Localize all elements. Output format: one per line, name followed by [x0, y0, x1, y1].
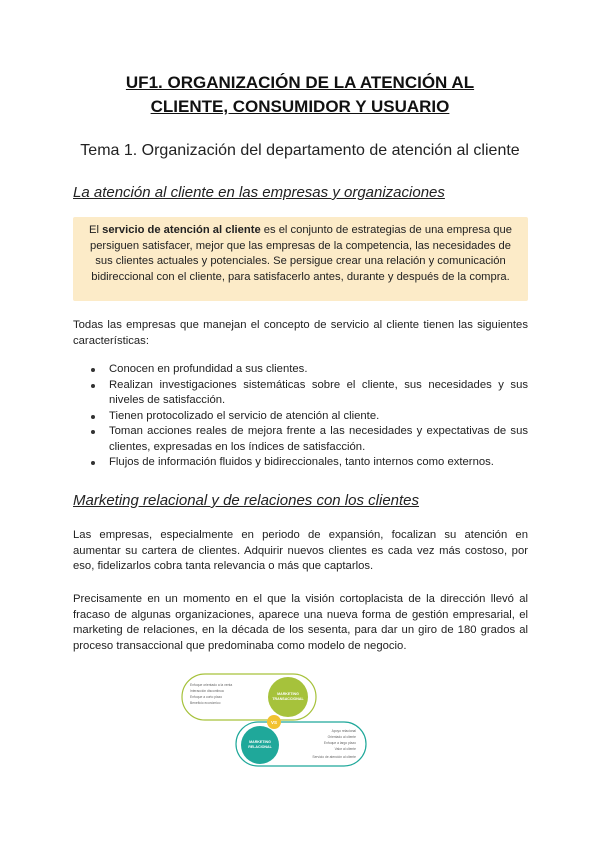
- bottom-circle-label-1: MARKETING: [249, 740, 271, 744]
- top-circle-label-2: TRANSACCIONAL: [272, 697, 304, 701]
- title-line-1: UF1. ORGANIZACIÓN DE LA ATENCIÓN AL: [125, 73, 475, 92]
- list-item: Toman acciones reales de mejora frente a las necesidades y expectativas de sus clientes, expresadas en los índices de satisfacción.: [73, 424, 528, 455]
- top-circle-label-1: MARKETING: [277, 692, 299, 696]
- marketing-comparison-diagram: [180, 672, 370, 772]
- document-title: [60, 71, 540, 119]
- list-item: Tienen protocolizado el servicio de atención al cliente.: [73, 409, 528, 425]
- definition-callout: [73, 217, 528, 301]
- top-item: Enfoque orientado a la venta: [190, 683, 233, 687]
- paragraph-history: Precisamente en un momento en el que la visión cortoplacista de la dirección llevó al fracaso de algunas organizaciones, aparece una nueva forma de gestión empresarial, el marketing de relaciones, en la década de los sesenta, para dar un giro de 180 grados al proceso transaccional que predominaba como modelo de negocio.: [73, 593, 528, 652]
- vs-label: VS: [270, 719, 278, 725]
- title-line-2: CLIENTE, CONSUMIDOR Y USUARIO: [150, 97, 450, 116]
- bottom-item: Orientado al cliente: [327, 735, 356, 739]
- top-item: Interacción discontinua: [190, 689, 224, 693]
- list-item: Flujos de información fluidos y bidireccionales, tanto internos como externos.: [73, 455, 528, 471]
- top-item: Enfoque a corto plazo: [190, 695, 223, 699]
- section-heading-relationship-marketing: Marketing relacional y de relaciones con los clientes: [73, 492, 420, 509]
- section-heading-customer-care: La atención al cliente en las empresas y organizaciones: [73, 184, 445, 201]
- bottom-circle-label-2: RELACIONAL: [248, 745, 272, 749]
- callout-bold-term: servicio de atención al cliente: [102, 224, 261, 236]
- top-item: Beneficio económico: [190, 701, 221, 705]
- characteristics-list: [73, 362, 528, 471]
- bottom-item: Apoyo relacional: [331, 729, 356, 733]
- list-item: Conocen en profundidad a sus clientes.: [73, 362, 528, 378]
- characteristics-intro: Todas las empresas que manejan el concepto de servicio al cliente tienen las siguientes características:: [73, 319, 528, 347]
- bottom-item: Enfoque a largo plazo: [323, 741, 356, 745]
- callout-text: es el conjunto de estrategias de una empresa que persiguen satisfacer, mejor que las empresas de la competencia, las necesidades de sus clientes actuales y potenciales. Se persigue crear una relación y comunicación bidireccional con el cliente, para satisfacerlo antes, durante y después de la compra.: [89, 224, 512, 283]
- bottom-item: Servicio de atención al cliente: [312, 755, 356, 759]
- paragraph-expansion: Las empresas, especialmente en periodo de expansión, focalizan su atención en aumentar su cartera de clientes. Adquirir nuevos clientes es cada vez más costoso, por eso, fidelizarlos cobra tanta relevancia o más que captarlos.: [73, 529, 528, 572]
- callout-prefix: El: [89, 224, 103, 236]
- topic-subtitle: Tema 1. Organización del departamento de atención al cliente: [80, 142, 520, 159]
- list-item: Realizan investigaciones sistemáticas sobre el cliente, sus necesidades y sus niveles de satisfacción.: [73, 378, 528, 409]
- bottom-item: Valor al cliente: [334, 747, 356, 751]
